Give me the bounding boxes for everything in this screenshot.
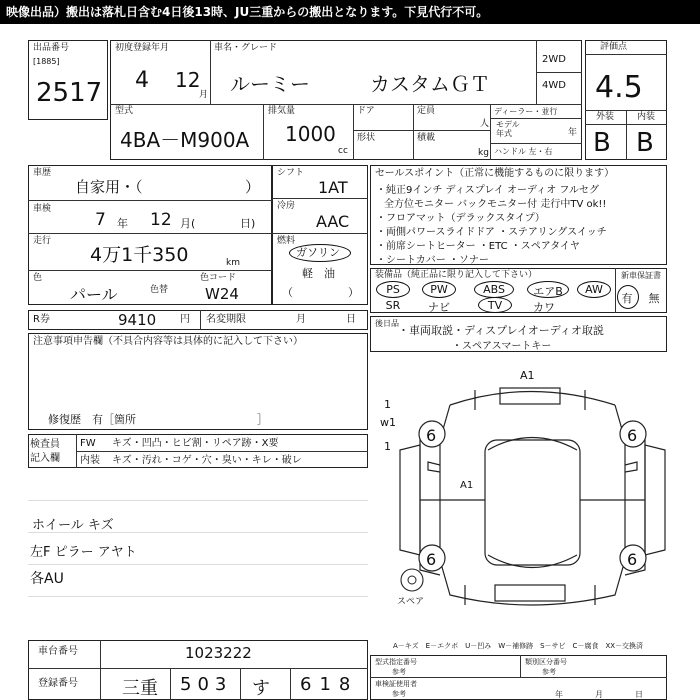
reg-m: 月: [199, 90, 209, 100]
cap-person: 人: [480, 119, 490, 129]
shaken-day: 日): [240, 217, 256, 230]
usage-label: 車歴: [33, 168, 52, 178]
drive-2wd: 2WD: [542, 54, 566, 65]
disp-unit: cc: [338, 146, 348, 156]
mileage-unit: km: [226, 258, 240, 268]
sales-line-3: ・フロアマット（デラックスタイプ）: [376, 213, 545, 224]
car-diagram: [380, 370, 680, 620]
ref-label-3: 類別区分番号: [525, 658, 567, 666]
model-value: 4BA－M900A: [120, 128, 250, 152]
repair-history: 修復歴 有［箇所 ］: [48, 413, 268, 426]
fuel-value: ガソリン: [296, 246, 340, 259]
dealer-label: ディーラー・並行: [494, 107, 558, 116]
warranty-yes-circle: [617, 285, 639, 309]
lot-sub: [1885]: [33, 57, 60, 66]
recycle-box: [28, 310, 368, 330]
equip-aw: AW: [585, 283, 603, 296]
car-label: 車名・グレード: [214, 43, 278, 53]
warranty-no: 無: [648, 292, 660, 305]
equip-ps: PS: [386, 283, 400, 296]
chassis-label: 車台番号: [38, 646, 78, 657]
equip-abs-circle: [474, 281, 514, 298]
equip-pw-circle: [422, 281, 456, 298]
car-name: ルーミー: [230, 72, 310, 96]
disp-label: 排気量: [268, 106, 296, 116]
cap-label: 定員: [417, 106, 436, 116]
plate-num-1: 503: [180, 674, 233, 695]
after-line-1: ・車両取説・ディスプレイオーディオ取説: [398, 324, 604, 337]
new-car-warranty-label: 新車保証書: [621, 271, 661, 280]
handle-label: ハンドル 左・右: [494, 147, 553, 156]
fuel-label: 燃料: [277, 236, 296, 246]
sales-line-1: ・純正9インチ ディスプレイ オーディオ フルセグ: [376, 185, 599, 196]
model-label: 型式: [115, 106, 134, 116]
color-change: 色替: [150, 285, 169, 295]
color-value: パール: [70, 285, 118, 304]
inspector-label: 検査員 記入欄: [30, 439, 60, 464]
recycle-value: 9410: [118, 311, 157, 329]
banner: 映像出品）搬出は落札日含む4日後13時、JU三重からの搬出となります。下見代行不可。: [0, 0, 700, 24]
car-grade: カスタムＧＴ: [370, 72, 490, 96]
ext-label: 外装: [596, 112, 615, 122]
equip-aw-circle: [577, 281, 611, 298]
equip-sr: SR: [385, 299, 401, 312]
equip-leather: カワ: [533, 301, 555, 314]
name-change-day: 日: [346, 314, 356, 325]
tire-rear-right: 6: [627, 550, 638, 569]
inspector-inner-items: キズ・汚れ・コゲ・穴・臭い・キレ・破レ: [112, 455, 302, 466]
mileage-value: 4万1千350: [90, 244, 189, 266]
inspector-inner: 内装: [80, 455, 100, 466]
grade-label: 評価点: [600, 42, 628, 52]
sales-line-5: ・前席シートヒーター ・ETC ・スペアタイヤ: [376, 241, 580, 252]
ref-label-5: 車検証使用者: [375, 680, 417, 688]
cap-load: 積載: [417, 133, 436, 143]
diagram-w1: w1: [380, 416, 396, 429]
reg-label: 初度登録年月: [115, 43, 170, 53]
ac-value: AAC: [316, 212, 350, 231]
usage-close: ）: [245, 178, 261, 196]
handnote-1: ホイール キズ: [32, 518, 114, 533]
color-code: W24: [205, 285, 239, 303]
ref-year: 年: [555, 690, 563, 699]
ref-label-2: 参考: [392, 668, 406, 676]
ref-label-1: 型式指定番号: [375, 658, 417, 666]
ref-label-4: 参考: [542, 668, 556, 676]
sales-line-2: 全方位モニター バックモニター付 走行中TV ok!!: [384, 199, 607, 210]
ref-day: 日: [635, 690, 643, 699]
ref-month: 月: [595, 690, 603, 699]
plate-kana: す: [252, 678, 270, 699]
plate-label: 登録番号: [38, 678, 78, 689]
sales-line-4: ・両側パワースライドドア ・ステアリングスイッチ: [376, 227, 607, 238]
tire-rear-left: 6: [426, 550, 437, 569]
inspector-fw-items: キズ・凹凸・ヒビ割・リペア跡・X要: [112, 438, 279, 449]
equip-navi: ナビ: [428, 301, 450, 314]
recycle-yen: 円: [180, 314, 190, 325]
door-label: ドア: [357, 106, 375, 116]
equip-tv-circle: [478, 297, 512, 313]
history-box: [28, 165, 272, 305]
reg-year: 4: [135, 68, 149, 93]
equip-ps-circle: [376, 281, 410, 298]
diagram-a1-body: A1: [460, 480, 474, 491]
handnote-2: 左F ピラー アヤト: [30, 545, 137, 560]
equip-label: 装備品（純正品に限り記入して下さい）: [375, 270, 538, 280]
ref-label-6: 参考: [392, 690, 406, 698]
diagram-a1-top: A1: [520, 369, 535, 382]
ext-grade: B: [593, 128, 611, 158]
equip-abs: ABS: [483, 283, 505, 296]
grade-value: 4.5: [595, 70, 643, 105]
tire-front-right: 6: [627, 426, 638, 445]
handnote-3: 各AU: [30, 571, 64, 587]
cap-kg: kg: [478, 148, 489, 158]
after-label: 後日品: [375, 319, 399, 328]
equip-airbag: エアB: [533, 285, 563, 298]
diagram-side-2: 1: [384, 440, 391, 453]
tire-front-left: 6: [426, 426, 437, 445]
warranty-yes: 有: [621, 292, 633, 305]
chassis-number: 1023222: [185, 644, 252, 662]
diagram-side-1: 1: [384, 398, 391, 411]
fuel-paren: （ ）: [282, 286, 359, 299]
fuel-light: 軽 油: [302, 267, 335, 280]
model-year-nen: 年: [568, 128, 578, 138]
int-grade: B: [636, 128, 654, 158]
shaken-nen: 年: [117, 217, 128, 230]
plate-num-2: 618: [300, 674, 359, 695]
name-change-month: 月: [296, 314, 306, 325]
lot-label: 出品番号: [33, 43, 70, 53]
sales-label: セールスポイント（正常に機能するものに限ります）: [375, 168, 615, 179]
model-year-label: モデル 年式: [496, 120, 520, 138]
ac-label: 冷房: [277, 201, 296, 211]
shaken-tsuki: 月(: [180, 217, 196, 230]
shift-label: シフト: [277, 168, 305, 178]
recycle-label: R券: [33, 314, 50, 325]
door-shape: 形状: [357, 133, 376, 143]
sales-line-6: ・シートカバー ・ソナー: [376, 255, 489, 266]
name-change-label: 名変期限: [206, 314, 246, 325]
color-code-label: 色コード: [200, 273, 237, 283]
plate-pref: 三重: [122, 678, 158, 699]
damage-legend: A－キズ E－エクボ U－凹み W－補修跡 S－サビ C－腐食 XX－交換済: [393, 642, 644, 650]
inspector-fw: FW: [80, 438, 96, 449]
shaken-label: 車検: [33, 204, 52, 214]
mileage-label: 走行: [33, 236, 52, 246]
equip-pw: PW: [430, 283, 448, 296]
int-label: 内装: [637, 112, 656, 122]
spare-label: スペア: [397, 597, 425, 607]
usage-value: 自家用・（: [75, 178, 143, 196]
after-line-2: ・スペアスマートキー: [452, 341, 552, 352]
reg-month: 12: [175, 68, 201, 92]
notes-label: 注意事項申告欄（不具合内容等は具体的に記入して下さい）: [33, 336, 303, 347]
shaken-year: 7: [95, 210, 106, 230]
color-label: 色: [33, 273, 43, 283]
shaken-month: 12: [150, 210, 172, 230]
equip-tv: TV: [487, 299, 503, 312]
disp-value: 1000: [285, 122, 336, 146]
equip-airbag-circle: [527, 281, 569, 298]
shift-value: 1AT: [318, 178, 348, 197]
drive-4wd: 4WD: [542, 80, 566, 91]
lot-number: 2517: [36, 78, 103, 108]
